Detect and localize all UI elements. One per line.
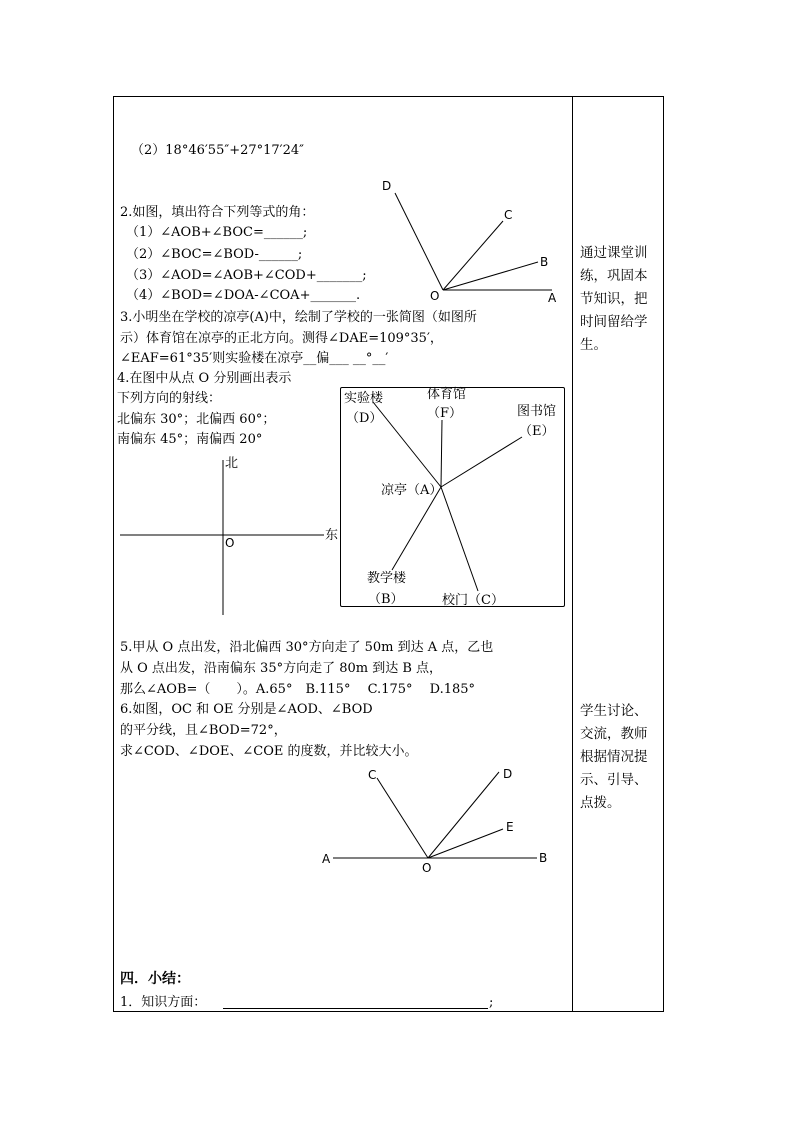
summary-item-1-tail: ;: [489, 995, 494, 1010]
q6-label-B: B: [539, 851, 548, 865]
q2-line-2: （2）∠BOC=∠BOD-______;: [126, 247, 303, 262]
q5-line-3: 那么∠AOB=（ ）。A.65° B.115° C.175° D.185°: [120, 682, 476, 697]
q6-line-2: 的平分线，且∠BOD=72°，: [120, 723, 287, 738]
q2-label-C: C: [504, 208, 513, 222]
q2-label-B: B: [540, 255, 549, 269]
map-teaching: 教学楼: [367, 571, 407, 586]
map-pavilion: 凉亭（A）: [381, 483, 443, 498]
q6-ray-OD: [428, 772, 499, 858]
summary-title: 四．小结：: [120, 971, 190, 987]
q1-part2: （2）18°46′55″+27°17′24″: [131, 143, 305, 158]
q4-east-label: 东: [325, 528, 339, 543]
side-note-2: 学生讨论、交流，教师根据情况提示、引导、点拨。: [580, 703, 648, 811]
map-library-code: （E）: [519, 424, 555, 439]
q6-line-1: 6.如图，OC 和 OE 分别是∠AOD、∠BOD: [120, 702, 373, 717]
q4-line-2: 下列方向的射线：: [117, 391, 222, 406]
q4-line-3: 北偏东 30°；北偏西 60°；: [117, 412, 276, 427]
side-note-1: 通过课堂训练，巩固本节知识，把时间留给学生。: [580, 245, 648, 353]
map-teaching-code: （B）: [368, 592, 404, 607]
q2-line-1: （1）∠AOB+∠BOC=______;: [126, 225, 308, 240]
q4-north-label: 北: [225, 456, 239, 471]
summary-blank-line: [223, 1008, 488, 1009]
q4-origin-label: O: [225, 536, 235, 550]
q2-label-D: D: [382, 179, 392, 193]
map-gym-code: （F）: [427, 406, 463, 421]
map-gym: 体育馆: [427, 387, 467, 402]
q6-line-3: 求∠COD、∠DOE、∠COE 的度数，并比较大小。: [120, 744, 418, 759]
map-lab-code: （D）: [346, 411, 383, 426]
q6-label-O: O: [422, 861, 432, 875]
q6-ray-OE: [428, 829, 503, 858]
map-lab: 实验楼: [344, 391, 384, 406]
q2-label-O: O: [430, 289, 440, 303]
map-gate: 校门（C）: [442, 593, 504, 608]
q3-line-2: 示）体育馆在凉亭的正北方向。测得∠DAE=109°35′，: [120, 331, 443, 346]
q2-ray-OD: [395, 193, 443, 290]
q6-ray-OC: [377, 778, 428, 858]
q4-line-4: 南偏东 45°；南偏西 20°: [117, 432, 263, 447]
q5-line-1: 5.甲从 O 点出发，沿北偏西 30°方向走了 50m 到达 A 点，乙也: [120, 640, 494, 655]
q6-label-D: D: [503, 767, 513, 781]
q6-label-E: E: [506, 820, 514, 834]
summary-item-1: 1．知识方面：: [120, 995, 207, 1010]
q3-line-3: ∠EAF=61°35′则实验楼在凉亭__偏___ __°__′: [120, 351, 389, 366]
q2-ray-OC: [443, 221, 503, 290]
q5-line-2: 从 O 点出发，沿南偏东 35°方向走了 80m 到达 B 点，: [120, 661, 443, 676]
q6-label-C: C: [368, 768, 377, 782]
q2-ray-OB: [443, 262, 538, 290]
q4-line-1: 4.在图中从点 O 分别画出表示: [117, 371, 292, 386]
q6-label-A: A: [322, 852, 331, 866]
map-library: 图书馆: [517, 404, 557, 419]
q2-title: 2.如图，填出符合下列等式的角：: [120, 205, 315, 220]
q2-label-A: A: [548, 291, 557, 305]
q3-line-1: 3.小明坐在学校的凉亭(A)中，绘制了学校的一张简图（如图所: [120, 310, 477, 325]
q2-line-4: （4）∠BOD=∠DOA-∠COA+_______.: [126, 288, 361, 303]
q2-line-3: （3）∠AOD=∠AOB+∠COD+_______;: [126, 268, 367, 283]
